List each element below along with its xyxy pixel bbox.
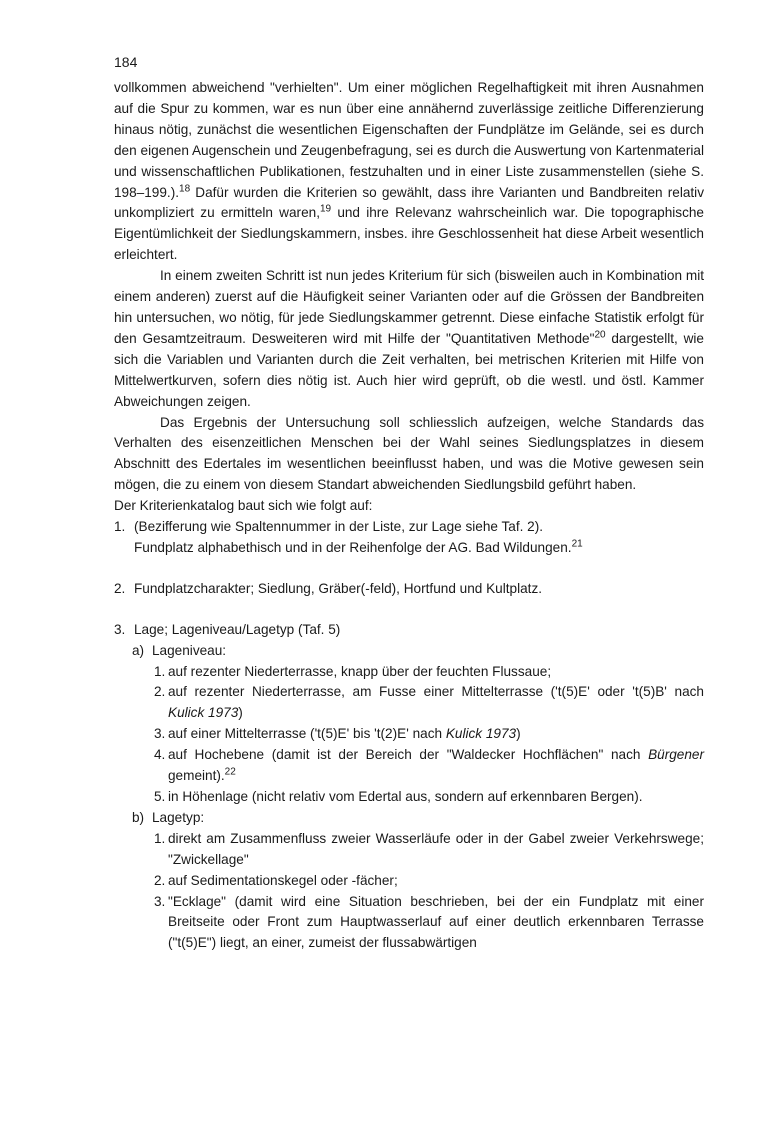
subsection-b-title: Lagetyp: [152, 809, 205, 825]
item-number: 1. [114, 519, 126, 535]
body-text [114, 78, 704, 954]
subitem-number: 1. [154, 663, 166, 679]
lagetyp-2-text: auf Sedimentationskegel oder -fächer; [168, 872, 398, 888]
lageniveau-1-text: auf rezenter Niederterrasse, knapp über der feuchten Flussaue; [168, 663, 552, 679]
paragraph-3: Das Ergebnis der Untersuchung soll schliesslich aufzeigen, welche Standards das Verhalten des eisenzeitlichen Menschen bei der Wahl seines Siedlungsplatzes in diesem Abschnitt des Edertales im wesentlichen beeinflusst haben, und was die Motive gewesen sein mögen, die zu einem von diesem Standart abweichenden Siedlungsbild geführt haben. [114, 414, 704, 493]
catalog-item-3 [114, 620, 704, 641]
paragraph-2-part-b: dargestellt, wie sich die Variablen und Varianten durch die Zeit verhalten, bei metrischen Kriterien mit Hilfe von Mittelwertkurven, sofern dies nötig ist. Auch hier wird geprüft, ob die westl. und östl. Kammer Abweichungen zeigen. [114, 330, 704, 409]
item-1-line-1: (Bezifferung wie Spaltennummer in der Liste, zur Lage siehe Taf. 2). [134, 519, 544, 535]
subsection-a [114, 641, 704, 662]
footnote-ref-19: 19 [319, 203, 332, 215]
subsection-b [114, 808, 704, 829]
subsection-a-title: Lageniveau: [152, 642, 227, 658]
lageniveau-3-end: ) [516, 726, 521, 742]
item-number: 3. [114, 621, 126, 637]
subsection-label: b) [132, 809, 145, 825]
citation-buergener: Bürgener [648, 747, 704, 763]
paragraph-2 [114, 266, 704, 412]
subitem-number: 4. [154, 747, 166, 763]
subitem-number: 3. [154, 893, 166, 909]
lagetyp-2 [114, 871, 704, 892]
paragraph-1 [114, 78, 704, 266]
lageniveau-4-text: auf Hochebene (damit ist der Bereich der "Waldecker Hochflächen" nach [168, 747, 649, 763]
lageniveau-4 [114, 745, 704, 787]
footnote-ref-18: 18 [179, 183, 191, 194]
catalog-intro: Der Kriterienkatalog baut sich wie folgt auf: [114, 498, 373, 514]
catalog-item-2 [114, 579, 704, 600]
lagetyp-1 [114, 829, 704, 871]
footnote-ref-21: 21 [571, 538, 583, 550]
lageniveau-5 [114, 787, 704, 808]
footnote-ref-20: 20 [594, 329, 606, 341]
lageniveau-2 [114, 682, 704, 724]
lageniveau-3 [114, 724, 704, 745]
item-3-text: Lage; Lageniveau/Lagetyp (Taf. 5) [134, 621, 341, 637]
item-1-line-2 [134, 538, 704, 559]
lageniveau-2-end: ) [238, 705, 243, 721]
lageniveau-5-text: in Höhenlage (nicht relativ vom Edertal aus, sondern auf erkennbaren Bergen). [168, 789, 643, 804]
subitem-number: 1. [154, 830, 166, 846]
lageniveau-1 [114, 662, 704, 683]
paragraph-1-part-c: und ihre Relevanz wahrscheinlich war. Die topographische Eigentümlichkeit der Siedlungskammern, insbes. ihre Geschlossenheit hat diese Arbeit wesentlich erleichtert. [114, 205, 704, 263]
citation-kulick: Kulick 1973 [168, 705, 239, 721]
item-1-line-2-text: Fundplatz alphabethisch und in der Reihenfolge der AG. Bad Wildungen. [134, 539, 572, 555]
lageniveau-4-end: gemeint). [168, 768, 225, 784]
item-number: 2. [114, 580, 126, 596]
subitem-number: 2. [154, 684, 166, 700]
spacer [114, 559, 704, 579]
subsection-label: a) [132, 642, 145, 658]
page-number: 184 [114, 54, 138, 70]
paragraph-1-part-a: vollkommen abweichend "verhielten". Um einer möglichen Regelhaftigkeit mit ihren Ausnahmen auf die Spur zu kommen, war es nun über eine annähernd zuverlässige zeitliche Differenzierung hinaus nötig, zunächst die wesentlichen Eigenschaften der Fundplätze im Gelände, sei es durch den eigenen Augenschein und Zeugenbefragung, sei es durch die Auswertung von Kartenmaterial und wissenschaftlichen Publikationen, festzuhalten und in einer Liste zusammenstellen (siehe S. 198–199.). [114, 80, 704, 200]
lagetyp-3-text: "Ecklage" (damit wird eine Situation beschrieben, bei der ein Fundplatz mit einer Breitseite oder Front zum Hauptwasserlauf auf einer deutlich erkennbaren Terrasse ("t(5)E") liegt, an einer, zumeist der flussabwärtigen [168, 893, 704, 951]
paragraph-2-part-a: In einem zweiten Schritt ist nun jedes Kriterium für sich (bisweilen auch in Kombination mit einem anderen) zuerst auf die Häufigkeit seiner Varianten oder auf die Grössen der Bandbreiten hin untersuchen, wo nötig, für jede Siedlungskammer getrennt. Diese einfache Statistik erfolgt für den Gesamtzeitraum. Desweiteren wird mit Hilfe der "Quantitativen Methode" [114, 268, 704, 346]
subitem-number: 3. [154, 726, 166, 742]
spacer [114, 600, 704, 620]
footnote-ref-22: 22 [224, 766, 236, 778]
citation-kulick: Kulick 1973 [445, 726, 517, 742]
item-2-text: Fundplatzcharakter; Siedlung, Gräber(-feld), Hortfund und Kultplatz. [134, 580, 543, 596]
lagetyp-1-text: direkt am Zusammenfluss zweier Wasserläufe oder in der Gabel zweier Verkehrswege; "Zwickellage" [168, 830, 704, 867]
catalog-item-1 [114, 517, 704, 559]
paragraph-1-part-b: Dafür wurden die Kriterien so gewählt, dass ihre Varianten und Bandbreiten relativ unkompliziert zu ermitteln waren, [114, 184, 704, 221]
subitem-number: 2. [154, 872, 166, 888]
lageniveau-3-text: auf einer Mittelterrasse ('t(5)E' bis 't(2)E' nach [168, 726, 446, 742]
lagetyp-3 [114, 892, 704, 955]
subitem-number: 5. [154, 789, 166, 804]
lageniveau-2-text: auf rezenter Niederterrasse, am Fusse einer Mittelterrasse ('t(5)E' oder 't(5)B' nach [168, 684, 704, 700]
